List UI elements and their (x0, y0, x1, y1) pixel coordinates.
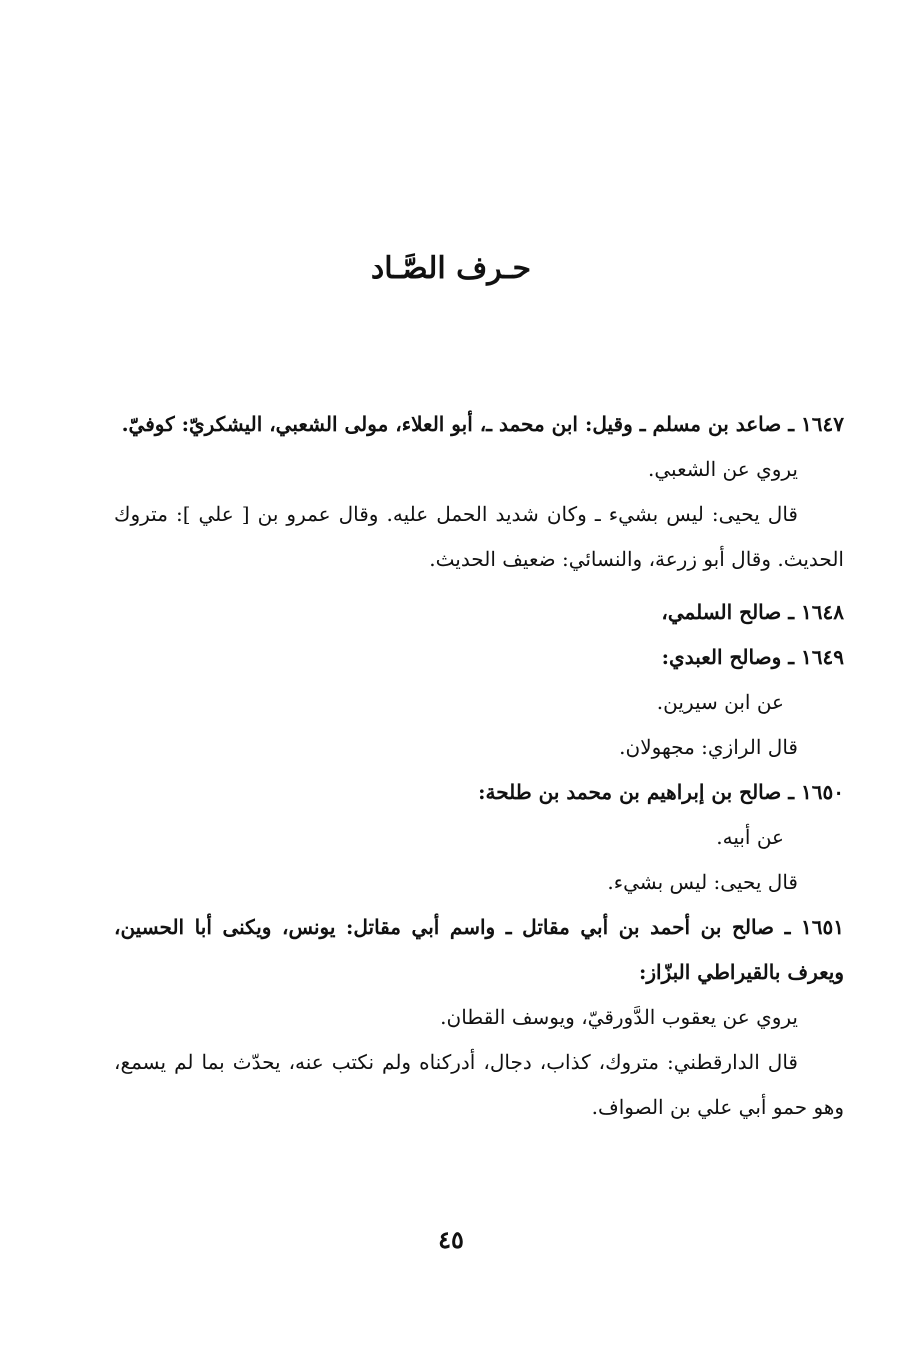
entries-block (114, 402, 844, 1130)
entry-heading: ١٦٥٠ ـ صالح بن إبراهيم بن محمد بن طلحة: (478, 780, 844, 804)
entry-1650 (114, 770, 844, 905)
entry-1647 (114, 402, 844, 582)
entry-verdict: قال الدارقطني: متروك، كذاب، دجال، أدركناه ولم نكتب عنه، يحدّث بما لم يسمع، وهو حمو أبي علي بن الصواف. (114, 1050, 844, 1119)
entry-narration: عن ابن سيرين. (656, 690, 784, 714)
entry-heading: ١٦٥١ ـ صالح بن أحمد بن أبي مقاتل ـ واسم أبي مقاتل: يونس، ويكنى أبا الحسين، ويعرف بالقيراطي البزّاز: (114, 915, 844, 984)
entry-1649 (114, 635, 844, 770)
entry-heading: ١٦٤٩ ـ وصالح العبدي: (661, 645, 844, 669)
entry-narration: عن أبيه. (716, 825, 784, 849)
entry-narration: يروي عن الشعبي. (648, 457, 798, 481)
entry-verdict: قال الرازي: مجهولان. (619, 735, 798, 759)
entry-heading: ١٦٤٨ ـ صالح السلمي، (661, 600, 844, 624)
chapter-title: حـرف الصَّـاد (370, 251, 532, 286)
entry-heading: ١٦٤٧ ـ صاعد بن مسلم ـ وقيل: ابن محمد ـ، أبو العلاء، مولى الشعبي، اليشكريّ: كوفيّ. (121, 412, 844, 436)
entry-verdict: قال يحيى: ليس بشيء. (607, 870, 798, 894)
entry-verdict: قال يحيى: ليس بشيء ـ وكان شديد الحمل عليه. وقال عمرو بن [ علي ]: متروك الحديث. وقال أبو زرعة، والنسائي: ضعيف الحديث. (114, 502, 844, 571)
page-number: ٤٥ (438, 1225, 464, 1254)
entry-1651 (114, 905, 844, 1130)
entry-narration: يروي عن يعقوب الدَّورقيّ، ويوسف القطان. (440, 1005, 798, 1029)
entry-1648 (114, 590, 844, 635)
